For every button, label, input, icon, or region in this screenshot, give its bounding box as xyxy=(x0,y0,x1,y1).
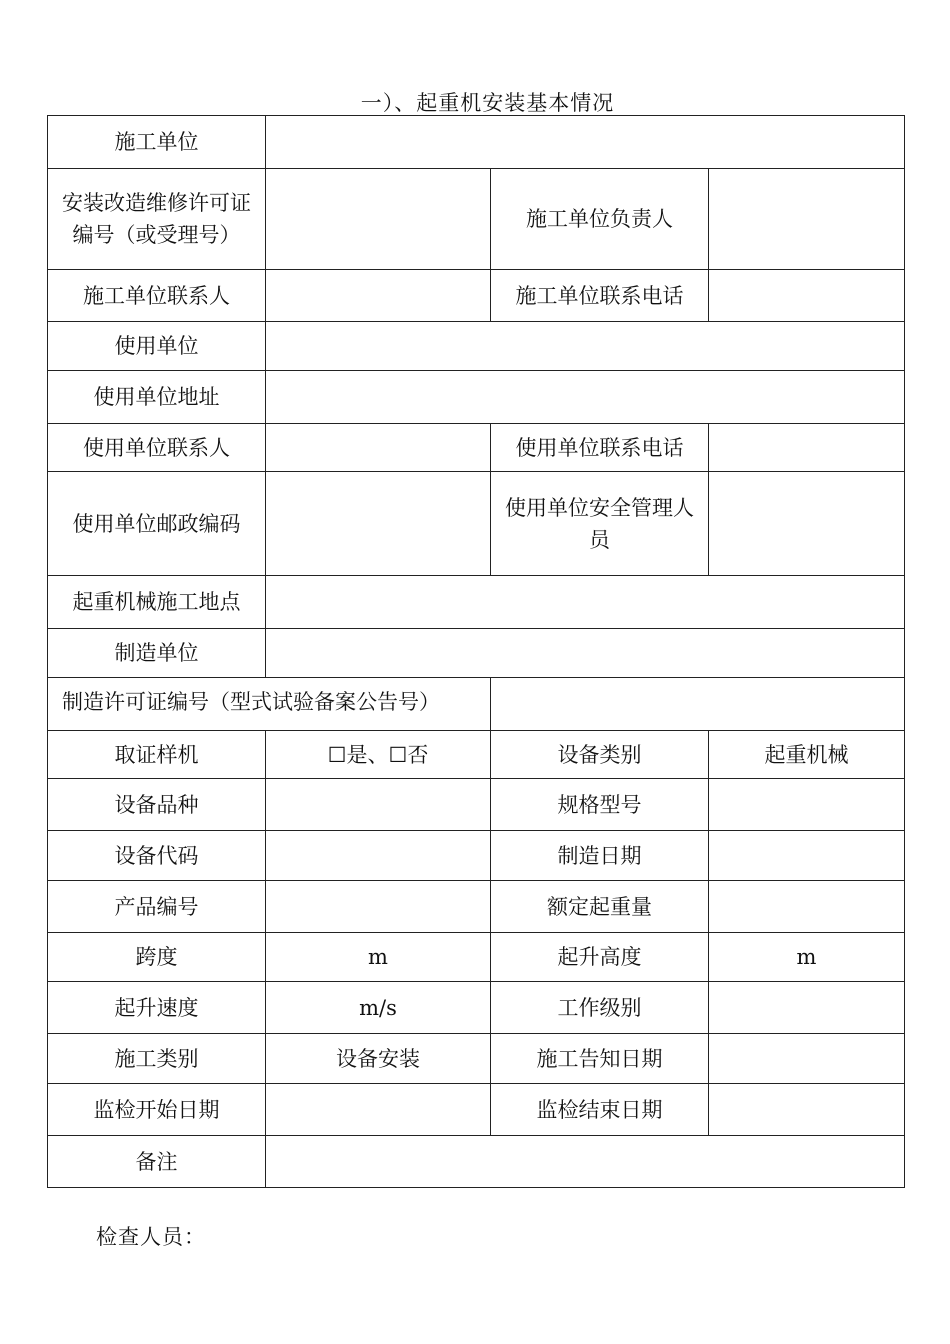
field-construction-unit[interactable] xyxy=(266,116,905,169)
field-license-number[interactable] xyxy=(266,169,491,270)
field-user-unit[interactable] xyxy=(266,322,905,371)
field-construction-site[interactable] xyxy=(266,576,905,629)
field-equipment-code[interactable] xyxy=(266,831,491,881)
field-rated-capacity[interactable] xyxy=(709,881,905,933)
label-construction-contact: 施工单位联系人 xyxy=(48,270,266,322)
form-title: 一）、起重机安装基本情况 xyxy=(360,91,615,115)
label-sample-machine: 取证样机 xyxy=(48,731,266,779)
field-user-contact[interactable] xyxy=(266,424,491,472)
field-inspection-end[interactable] xyxy=(709,1084,905,1136)
field-equipment-variety[interactable] xyxy=(266,779,491,831)
inspector-label: 检查人员： xyxy=(96,1225,206,1249)
label-manufacture-date: 制造日期 xyxy=(491,831,709,881)
field-span[interactable]: m xyxy=(266,933,491,982)
field-product-number[interactable] xyxy=(266,881,491,933)
field-notice-date[interactable] xyxy=(709,1034,905,1084)
field-user-address[interactable] xyxy=(266,371,905,424)
label-work-class: 工作级别 xyxy=(491,982,709,1034)
label-user-address: 使用单位地址 xyxy=(48,371,266,424)
label-manufacturer: 制造单位 xyxy=(48,629,266,678)
label-construction-unit-manager: 施工单位负责人 xyxy=(491,169,709,270)
label-equipment-variety: 设备品种 xyxy=(48,779,266,831)
label-manufacture-license xyxy=(48,678,491,731)
field-user-safety-manager[interactable] xyxy=(709,472,905,576)
field-lifting-height[interactable]: m xyxy=(709,933,905,982)
label-equipment-category: 设备类别 xyxy=(491,731,709,779)
field-sample-machine[interactable]: ☐是、☐否 xyxy=(266,731,491,779)
field-construction-unit-manager[interactable] xyxy=(709,169,905,270)
field-construction-type[interactable]: 设备安装 xyxy=(266,1034,491,1084)
label-model-spec: 规格型号 xyxy=(491,779,709,831)
label-construction-phone: 施工单位联系电话 xyxy=(491,270,709,322)
field-lifting-speed[interactable]: m/s xyxy=(266,982,491,1034)
label-product-number: 产品编号 xyxy=(48,881,266,933)
label-inspection-start: 监检开始日期 xyxy=(48,1084,266,1136)
label-remarks: 备注 xyxy=(48,1136,266,1188)
label-user-unit: 使用单位 xyxy=(48,322,266,371)
label-inspection-end: 监检结束日期 xyxy=(491,1084,709,1136)
label-user-contact: 使用单位联系人 xyxy=(48,424,266,472)
field-inspection-start[interactable] xyxy=(266,1084,491,1136)
field-construction-contact[interactable] xyxy=(266,270,491,322)
label-user-safety-manager: 使用单位安全管理人员 xyxy=(491,472,709,576)
label-license-number: 安装改造维修许可证编号（或受理号） xyxy=(48,169,266,270)
field-remarks[interactable] xyxy=(266,1136,905,1188)
field-user-postcode[interactable] xyxy=(266,472,491,576)
label-rated-capacity: 额定起重量 xyxy=(491,881,709,933)
label-user-phone: 使用单位联系电话 xyxy=(491,424,709,472)
label-construction-type: 施工类别 xyxy=(48,1034,266,1084)
label-equipment-code: 设备代码 xyxy=(48,831,266,881)
label-construction-unit: 施工单位 xyxy=(48,116,266,169)
label-manufacture-license-text: 制造许可证编号（型式试验备案公告号） xyxy=(62,690,440,714)
crane-installation-form xyxy=(47,115,905,1188)
label-notice-date: 施工告知日期 xyxy=(491,1034,709,1084)
field-manufacturer[interactable] xyxy=(266,629,905,678)
field-manufacture-license[interactable] xyxy=(491,678,905,731)
label-user-postcode: 使用单位邮政编码 xyxy=(48,472,266,576)
field-work-class[interactable] xyxy=(709,982,905,1034)
label-lifting-height: 起升高度 xyxy=(491,933,709,982)
label-span: 跨度 xyxy=(48,933,266,982)
field-construction-phone[interactable] xyxy=(709,270,905,322)
label-construction-site: 起重机械施工地点 xyxy=(48,576,266,629)
field-model-spec[interactable] xyxy=(709,779,905,831)
field-manufacture-date[interactable] xyxy=(709,831,905,881)
field-equipment-category: 起重机械 xyxy=(709,731,905,779)
label-lifting-speed: 起升速度 xyxy=(48,982,266,1034)
field-user-phone[interactable] xyxy=(709,424,905,472)
